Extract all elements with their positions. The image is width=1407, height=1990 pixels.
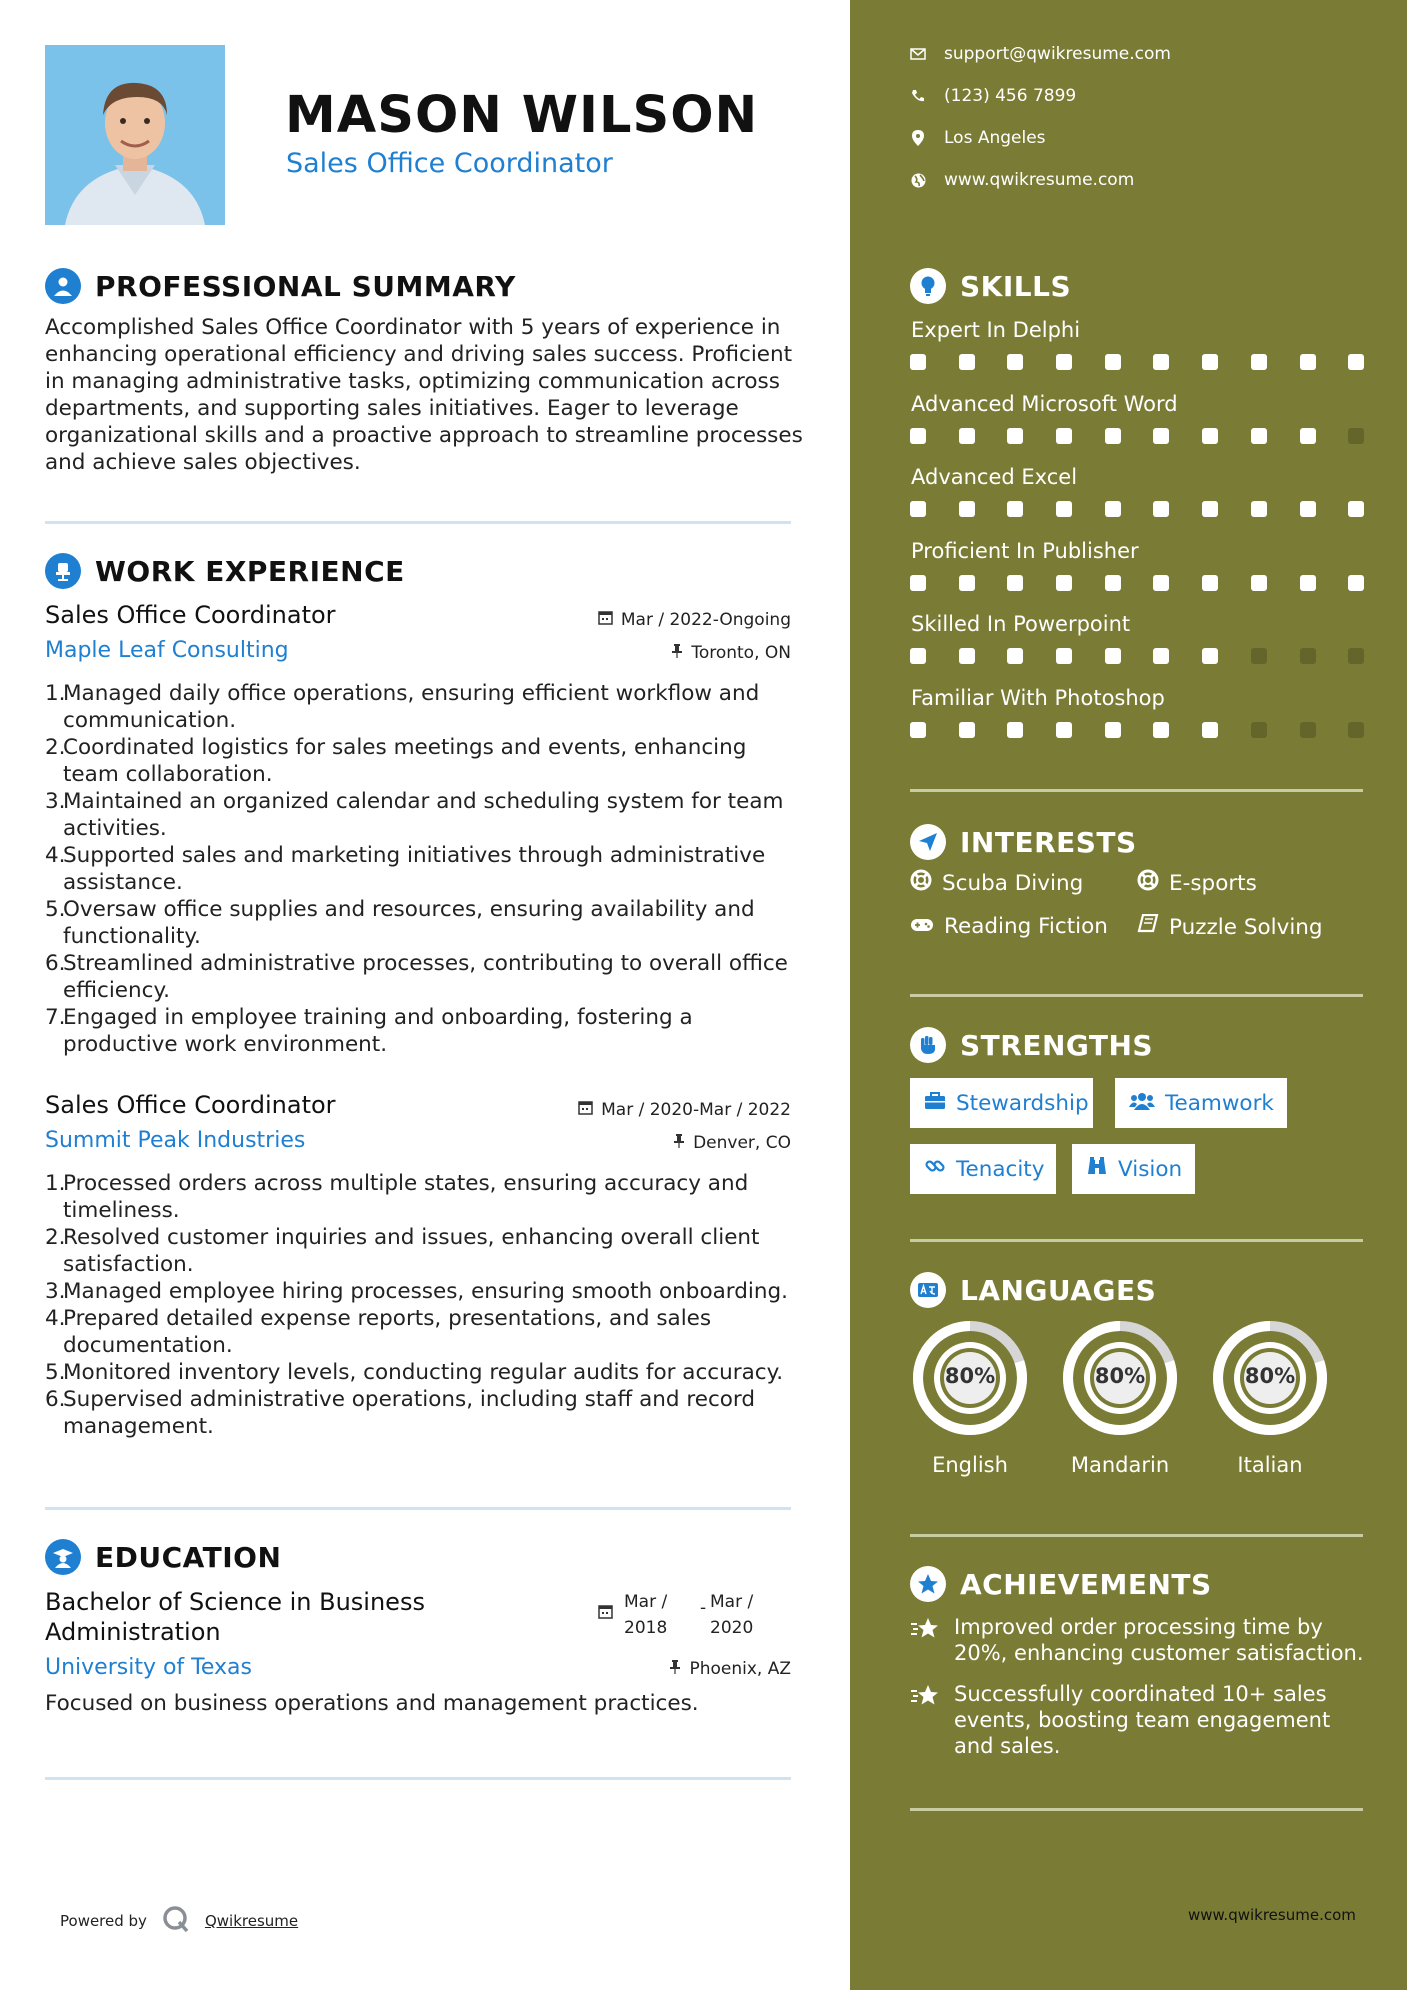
contact-website[interactable]: www.qwikresume.com [910, 170, 1134, 190]
calendar-icon [578, 1100, 593, 1120]
brand-link[interactable]: Qwikresume [204, 1912, 299, 1930]
skill-dot-filled [959, 354, 975, 370]
divider [45, 1777, 791, 1780]
life-ring-icon [910, 869, 932, 897]
contact-location: Los Angeles [910, 128, 1046, 148]
list-item: 1. Processed orders across multiple states, ensuring accuracy and timeliness. [45, 1171, 749, 1223]
skill-dot-filled [910, 648, 926, 664]
skill-dot-filled [1300, 428, 1316, 444]
achievement-item: Improved order processing time by 20%, enhancing customer satisfaction. [910, 1614, 1370, 1666]
calendar-icon [598, 610, 613, 630]
skill-dot-filled [1251, 354, 1267, 370]
skill-dot-filled [1251, 575, 1267, 591]
skill-dot-filled [910, 722, 926, 738]
job-location: Denver, CO [500, 1133, 791, 1153]
edu-date-separator: - [700, 1598, 707, 1618]
skill-dot-empty [1300, 648, 1316, 664]
skill-rating [910, 722, 1397, 738]
skill-dot-filled [959, 575, 975, 591]
divider [910, 994, 1363, 997]
candidate-name: MASON WILSON [285, 86, 759, 145]
skill-rating [910, 501, 1397, 517]
skill-dot-empty [1300, 722, 1316, 738]
skill-dot-filled [1105, 428, 1121, 444]
calendar-icon [598, 1604, 613, 1623]
divider [45, 1507, 791, 1510]
footer-website[interactable]: www.qwikresume.com [1188, 1906, 1356, 1924]
list-item: 4. Supported sales and marketing initiatives through administrative assistance. [45, 843, 766, 895]
language-ring [1210, 1318, 1330, 1442]
achievements-heading: ACHIEVEMENTS [910, 1566, 1212, 1602]
summary-text: Accomplished Sales Office Coordinator with 5 years of experience in enhancing operational efficiency and driving sales success. Proficient in managing administrative tasks, optimizing communication across departments, and supporting sales initiatives. Eager to leverage organizational skills and a proactive approach to streamline processes and achieve sales objectives. [45, 315, 803, 475]
strength-item: Tenacity [910, 1144, 1056, 1194]
pin-icon [669, 1659, 681, 1679]
list-item: 7. Engaged in employee training and onboarding, fostering a productive work environment. [45, 1005, 693, 1057]
skill-dot-filled [910, 501, 926, 517]
list-item: 2. Resolved customer inquiries and issues, enhancing overall client satisfaction. [45, 1225, 760, 1277]
skill-dot-filled [1348, 354, 1364, 370]
list-item: 4. Prepared detailed expense reports, presentations, and sales documentation. [45, 1306, 712, 1358]
interest-item: Reading Fiction [910, 914, 1108, 939]
contact-phone[interactable]: (123) 456 7899 [910, 86, 1076, 106]
skill-dot-filled [1056, 428, 1072, 444]
skill-dot-filled [1202, 428, 1218, 444]
skill-dot-filled [1202, 575, 1218, 591]
skill-name: Advanced Microsoft Word [911, 391, 1178, 416]
profile-photo [45, 45, 225, 225]
language-ring [1060, 1318, 1180, 1442]
skill-dot-filled [1007, 648, 1023, 664]
skill-dot-empty [1348, 428, 1364, 444]
edu-end-date: Mar / 2020 [710, 1592, 754, 1638]
job-bullets [45, 680, 805, 1058]
skill-dot-filled [959, 428, 975, 444]
strength-item: Stewardship [910, 1078, 1093, 1128]
strength-item: Vision [1072, 1144, 1195, 1194]
link-icon [924, 1155, 946, 1183]
divider [910, 1808, 1363, 1811]
skill-rating [910, 575, 1397, 591]
fist-icon [910, 1027, 946, 1063]
skill-dot-filled [1202, 722, 1218, 738]
edu-description: Focused on business operations and management practices. [45, 1691, 699, 1716]
envelope-icon [910, 48, 926, 60]
skill-dot-filled [1348, 575, 1364, 591]
skill-dot-filled [1105, 354, 1121, 370]
job-location: Toronto, ON [500, 643, 791, 663]
skill-dot-filled [1300, 575, 1316, 591]
skill-dot-filled [959, 501, 975, 517]
gamepad-icon [910, 914, 934, 939]
language-name: Mandarin [1070, 1453, 1170, 1477]
company-name: Summit Peak Industries [45, 1128, 306, 1153]
language-icon [910, 1272, 946, 1308]
job-dates: Mar / 2022-Ongoing [500, 610, 791, 630]
interest-item: Scuba Diving [910, 869, 1083, 897]
skills-heading: SKILLS [910, 268, 1071, 304]
strengths-heading: STRENGTHS [910, 1027, 1153, 1063]
skill-name: Expert In Delphi [911, 318, 1081, 342]
globe-icon [910, 173, 926, 188]
list-item: 5. Oversaw office supplies and resources, ensuring availability and functionality. [45, 897, 755, 949]
degree-title: Bachelor of Science in Business Administration [45, 1588, 425, 1646]
briefcase-icon [924, 1091, 946, 1116]
job-bullets [45, 1170, 805, 1440]
skill-dot-filled [1300, 354, 1316, 370]
skill-dot-filled [1105, 722, 1121, 738]
job-title: Sales Office Coordinator [45, 1091, 336, 1119]
skill-dot-filled [1153, 722, 1169, 738]
skill-name: Advanced Excel [911, 465, 1078, 489]
skill-dot-filled [1300, 501, 1316, 517]
language-ring [910, 1318, 1030, 1442]
skill-dot-filled [910, 354, 926, 370]
qwikresume-logo-icon [161, 1904, 191, 1938]
skill-dot-filled [1056, 648, 1072, 664]
lightbulb-icon [910, 268, 946, 304]
divider [45, 521, 791, 524]
work-heading: WORK EXPERIENCE [45, 553, 405, 589]
school-name: University of Texas [45, 1655, 252, 1680]
list-item: 3. Maintained an organized calendar and scheduling system for team activities. [45, 789, 784, 841]
skill-dot-filled [1105, 575, 1121, 591]
skill-dot-filled [1153, 575, 1169, 591]
pin-icon [671, 643, 683, 663]
job-title: Sales Office Coordinator [45, 601, 336, 629]
skill-dot-empty [1251, 648, 1267, 664]
skill-name: Familiar With Photoshop [911, 685, 1165, 710]
language-percent: 80% [1094, 1364, 1146, 1388]
skill-dot-filled [1007, 501, 1023, 517]
skill-dot-filled [1056, 722, 1072, 738]
skill-dot-empty [1348, 722, 1364, 738]
skill-dot-filled [1056, 501, 1072, 517]
skill-dot-filled [1007, 575, 1023, 591]
skill-dot-filled [959, 648, 975, 664]
skill-rating [910, 648, 1397, 664]
star-badge-icon [910, 1566, 946, 1602]
candidate-title: Sales Office Coordinator [286, 148, 613, 179]
summary-heading: PROFESSIONAL SUMMARY [45, 268, 516, 304]
interest-item: Puzzle Solving [1137, 914, 1323, 940]
skill-dot-filled [1007, 428, 1023, 444]
skill-dot-filled [1007, 722, 1023, 738]
skill-dot-filled [1251, 428, 1267, 444]
powered-by: Powered by Qwikresume [60, 1904, 298, 1938]
skill-dot-empty [1348, 648, 1364, 664]
user-icon [45, 268, 81, 304]
skill-dot-filled [910, 575, 926, 591]
language-name: English [932, 1453, 1008, 1477]
skill-dot-filled [1007, 354, 1023, 370]
languages-heading: LANGUAGES [910, 1272, 1156, 1308]
skill-dot-filled [1202, 501, 1218, 517]
map-marker-icon [910, 130, 926, 146]
list-item: 3. Managed employee hiring processes, ensuring smooth onboarding. [45, 1279, 788, 1304]
phone-icon [910, 89, 926, 103]
skill-dot-filled [910, 428, 926, 444]
skill-dot-filled [1348, 501, 1364, 517]
star-icon [910, 1616, 940, 1666]
skill-dot-filled [1202, 648, 1218, 664]
binoculars-icon [1086, 1156, 1108, 1182]
skill-dot-filled [1105, 501, 1121, 517]
interests-heading: INTERESTS [910, 824, 1137, 860]
life-ring-icon [1137, 869, 1159, 897]
book-icon [1137, 914, 1159, 940]
skill-name: Proficient In Publisher [911, 538, 1139, 563]
skill-dot-empty [1251, 722, 1267, 738]
skill-dot-filled [1153, 428, 1169, 444]
users-icon [1129, 1091, 1155, 1116]
language-percent: 80% [1244, 1364, 1296, 1388]
interest-item: E-sports [1137, 869, 1257, 897]
language-percent: 80% [944, 1364, 996, 1388]
skill-dot-filled [1202, 354, 1218, 370]
job-dates: Mar / 2020-Mar / 2022 [480, 1100, 791, 1120]
skill-dot-filled [1153, 648, 1169, 664]
divider [910, 1534, 1363, 1537]
skill-dot-filled [1105, 648, 1121, 664]
list-item: 5. Monitored inventory levels, conducting regular audits for accuracy. [45, 1360, 784, 1385]
list-item: 6. Supervised administrative operations, including staff and record management. [45, 1387, 756, 1439]
edu-location: Phoenix, AZ [500, 1659, 791, 1679]
list-item: 1. Managed daily office operations, ensuring efficient workflow and communication. [45, 681, 760, 733]
skill-rating [910, 354, 1397, 370]
skill-rating [910, 428, 1397, 444]
strength-item: Teamwork [1115, 1078, 1287, 1128]
skill-dot-filled [959, 722, 975, 738]
education-heading: EDUCATION [45, 1539, 281, 1575]
divider [910, 1239, 1363, 1242]
skill-dot-filled [1251, 501, 1267, 517]
company-name: Maple Leaf Consulting [45, 638, 289, 663]
skill-dot-filled [1056, 354, 1072, 370]
list-item: 6. Streamlined administrative processes, contributing to overall office efficiency. [45, 951, 788, 1003]
skill-name: Skilled In Powerpoint [911, 612, 1131, 636]
pin-icon [673, 1133, 685, 1153]
skill-dot-filled [1056, 575, 1072, 591]
achievement-item: Successfully coordinated 10+ sales events, boosting team engagement and sales. [910, 1681, 1370, 1759]
paper-plane-icon [910, 824, 946, 860]
skill-dot-filled [1153, 354, 1169, 370]
chair-icon [45, 553, 81, 589]
graduate-icon [45, 1539, 81, 1575]
contact-email[interactable]: support@qwikresume.com [910, 44, 1171, 64]
skill-dot-filled [1153, 501, 1169, 517]
star-icon [910, 1683, 940, 1759]
list-item: 2. Coordinated logistics for sales meetings and events, enhancing team collaboration. [45, 735, 747, 787]
divider [910, 789, 1363, 792]
language-name: Italian [1237, 1453, 1303, 1477]
edu-start-date: Mar / 2018 [624, 1592, 668, 1638]
